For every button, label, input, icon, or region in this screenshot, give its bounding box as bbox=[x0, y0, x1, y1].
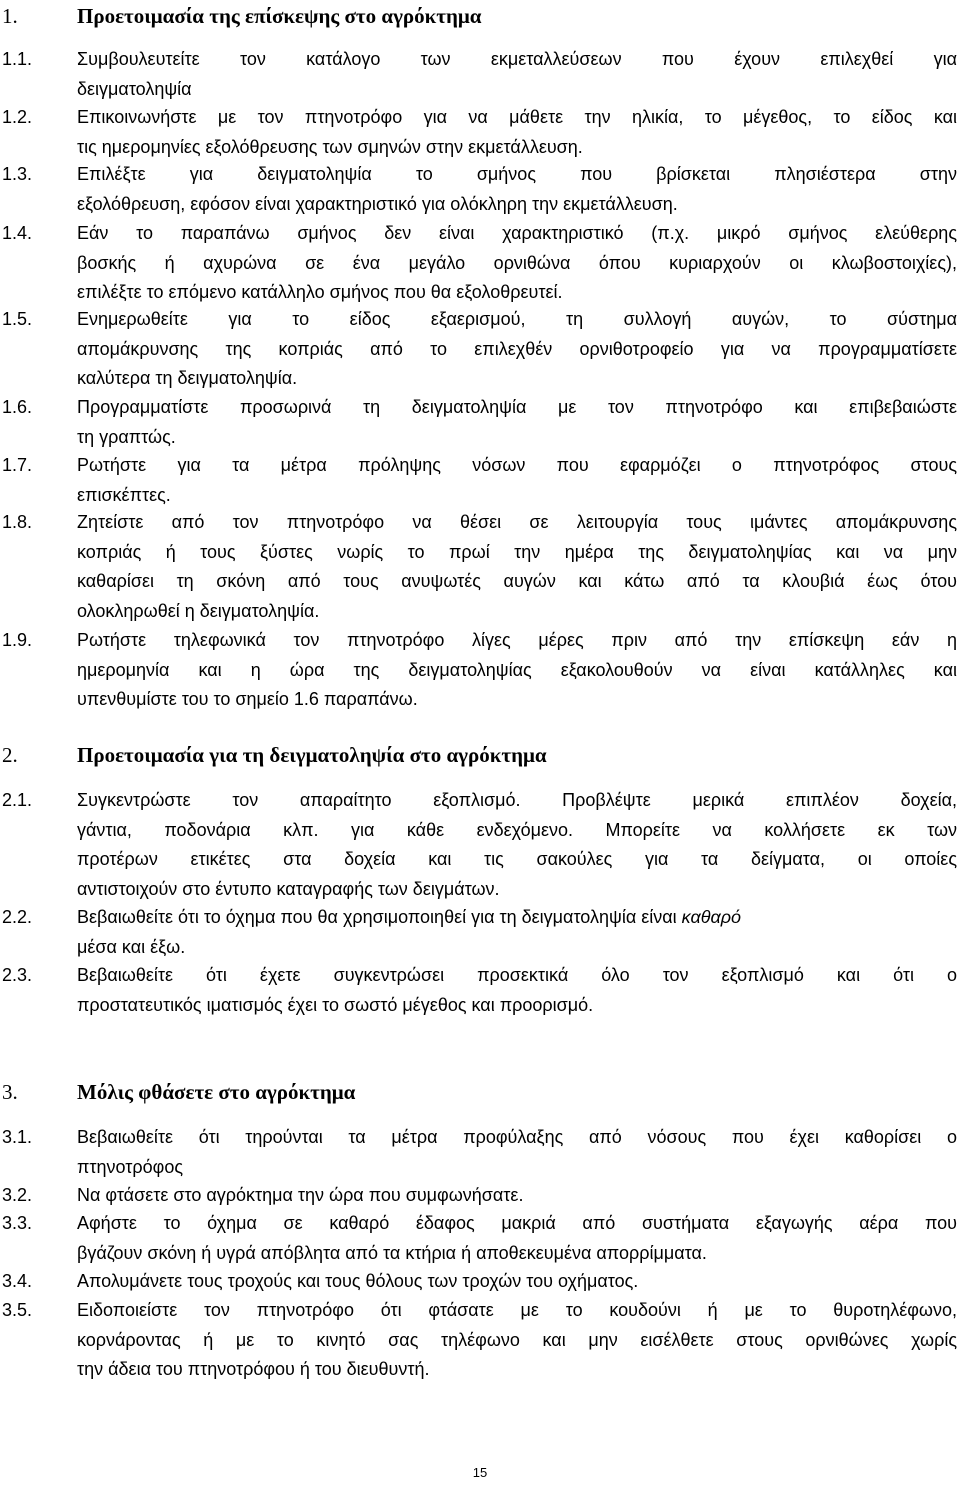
item-text bbox=[77, 219, 957, 308]
item-number: 1.3. bbox=[2, 164, 33, 184]
item-number: 3.2. bbox=[2, 1185, 33, 1205]
text-line: βγάζουν σκόνη ή υγρά απόβλητα από τα κτήρια ή αποθεκευμένα απορρίμματα. bbox=[77, 1242, 707, 1263]
item-text bbox=[77, 305, 957, 394]
text-line: Επιλέξτε για δειγματοληψία το σμήνος που βρίσκεται πλησιέστερα στην bbox=[77, 164, 957, 184]
text-line: Εάν το παραπάνω σμήνος δεν είναι χαρακτηριστικό (π.χ. μικρό σμήνος ελεύθερης bbox=[77, 223, 957, 243]
text-line: Βεβαιωθείτε ότι τηρούνται τα μέτρα προφύλαξης από νόσους που έχει καθορίσει ο bbox=[77, 1127, 957, 1147]
text-line: τις ημερομηνίες εξολόθρευσης των σμηνών στην εκμετάλλευση. bbox=[77, 136, 583, 157]
text-line bbox=[77, 903, 957, 933]
page-number: 15 bbox=[472, 1465, 488, 1480]
emphasis-word: καθαρό bbox=[681, 907, 742, 927]
item-text bbox=[77, 903, 957, 962]
item-number: 3.1. bbox=[2, 1127, 33, 1147]
text-line: ολοκληρωθεί η δειγματοληψία. bbox=[77, 600, 320, 621]
text-line: Ειδοποιείστε τον πτηνοτρόφο ότι φτάσατε με το κουδούνι ή με το θυροτηλέφωνο, bbox=[77, 1300, 957, 1320]
item-number: 1.2. bbox=[2, 107, 33, 127]
section-title: Προετοιμασία της επίσκεψης στο αγρόκτημα bbox=[77, 4, 482, 28]
text-line: μέσα και έξω. bbox=[77, 936, 186, 957]
text-line: επισκέπτες. bbox=[77, 484, 171, 505]
item-text bbox=[77, 103, 957, 162]
item-number: 1.4. bbox=[2, 223, 33, 243]
text-line: ημερομηνία και η ώρα της δειγματοληψίας εξακολουθούν να είναι κατάλληλες και bbox=[77, 659, 957, 680]
text-line: γάντια, ποδονάρια κλπ. για κάθε ενδεχόμενο. Μπορείτε να κολλήσετε εκ των bbox=[77, 819, 957, 840]
section-number: 1. bbox=[2, 4, 18, 28]
item-number: 3.5. bbox=[2, 1300, 33, 1320]
text-line: Ρωτήστε για τα μέτρα πρόληψης νόσων που εφαρμόζει ο πτηνοτρόφος στους bbox=[77, 455, 957, 475]
item-number: 1.7. bbox=[2, 455, 33, 475]
text-line: τη γραπτώς. bbox=[77, 426, 176, 447]
text-line: καθαρίσει τη σκόνη από τους ανυψωτές αυγών και κάτω από τα κλουβιά έως ότου bbox=[77, 571, 957, 591]
text-line: κορνάροντας ή με το κινητό σας τηλέφωνο και μην εισέλθετε στους ορνιθώνες χωρίς bbox=[77, 1329, 957, 1350]
item-text bbox=[77, 1296, 957, 1385]
item-number: 1.6. bbox=[2, 397, 33, 417]
item-text bbox=[77, 160, 957, 219]
text-line: εξολόθρευση, εφόσον είναι χαρακτηριστικό για ολόκληρη την εκμετάλλευση. bbox=[77, 193, 678, 214]
text-line: καλύτερα τη δειγματοληψία. bbox=[77, 368, 298, 388]
text-line: Αφήστε το όχημα σε καθαρό έδαφος μακριά από συστήματα εξαγωγής αέρα που bbox=[77, 1213, 957, 1233]
item-text bbox=[77, 508, 957, 626]
item-number: 3.4. bbox=[2, 1271, 33, 1291]
text-line: απομάκρυνσης της κοπριάς από το επιλεχθέν ορνιθοτροφείο για να προγραμματίσετε bbox=[77, 338, 957, 359]
item-number: 1.9. bbox=[2, 630, 33, 650]
section-number: 2. bbox=[2, 743, 18, 767]
item-text bbox=[77, 393, 957, 452]
text-line: Επικοινωνήστε με τον πτηνοτρόφο για να μάθετε την ηλικία, το μέγεθος, το είδος και bbox=[77, 107, 957, 127]
item-text bbox=[77, 1123, 957, 1182]
text-line: Βεβαιωθείτε ότι έχετε συγκεντρώσει προσεκτικά όλο τον εξοπλισμό και ότι ο bbox=[77, 965, 957, 985]
item-text bbox=[77, 45, 957, 104]
item-number: 2.1. bbox=[2, 790, 33, 810]
text-line: Προγραμματίστε προσωρινά τη δειγματοληψία με τον πτηνοτρόφο και επιβεβαιώστε bbox=[77, 397, 957, 417]
item-number: 1.1. bbox=[2, 49, 33, 69]
text-line: πτηνοτρόφος bbox=[77, 1156, 184, 1177]
text-line: αντιστοιχούν στο έντυπο καταγραφής των δειγμάτων. bbox=[77, 878, 500, 899]
text-segment: Βεβαιωθείτε ότι το όχημα που θα χρησιμοποιηθεί για τη δειγματοληψία είναι bbox=[77, 907, 677, 927]
text-line: δειγματοληψία bbox=[77, 78, 192, 99]
text-line: Συγκεντρώστε τον απαραίτητο εξοπλισμό. Προβλέψτε μερικά επιπλέον δοχεία, bbox=[77, 790, 957, 810]
text-line: Ρωτήστε τηλεφωνικά τον πτηνοτρόφο λίγες μέρες πριν από την επίσκεψη εάν η bbox=[77, 630, 957, 650]
text-line: βοσκής ή αχυρώνα σε ένα μεγάλο ορνιθώνα όπου κυριαρχούν οι κλωβοστοιχίες), bbox=[77, 252, 957, 273]
item-text bbox=[77, 961, 957, 1020]
text-line: προστατευτικός ιματισμός έχει το σωστό μέγεθος και προορισμό. bbox=[77, 994, 594, 1015]
item-text bbox=[77, 1209, 957, 1268]
text-line: την άδεια του πτηνοτρόφου ή του διευθυντή. bbox=[77, 1359, 430, 1379]
text-line: προτέρων ετικέτες στα δοχεία και τις σακούλες για τα δείγματα, οι οποίες bbox=[77, 849, 957, 869]
item-number: 2.2. bbox=[2, 907, 33, 927]
item-text bbox=[77, 1267, 957, 1297]
item-number: 1.8. bbox=[2, 512, 33, 532]
section-number: 3. bbox=[2, 1080, 18, 1104]
section-title: Μόλις φθάσετε στο αγρόκτημα bbox=[77, 1080, 356, 1104]
item-text bbox=[77, 786, 957, 904]
item-text bbox=[77, 1181, 957, 1211]
item-text bbox=[77, 626, 957, 715]
text-line: επιλέξτε το επόμενο κατάλληλο σμήνος που θα εξολοθρευτεί. bbox=[77, 282, 563, 302]
item-number: 2.3. bbox=[2, 965, 33, 985]
section-title: Προετοιμασία για τη δειγματοληψία στο αγρόκτημα bbox=[77, 743, 547, 767]
item-text bbox=[77, 451, 957, 510]
text-line: Ενημερωθείτε για το είδος εξαερισμού, τη συλλογή αυγών, το σύστημα bbox=[77, 309, 957, 329]
item-number: 1.5. bbox=[2, 309, 33, 329]
text-line: υπενθυμίστε του το σημείο 1.6 παραπάνω. bbox=[77, 689, 418, 709]
item-number: 3.3. bbox=[2, 1213, 33, 1233]
text-line: Να φτάσετε στο αγρόκτημα την ώρα που συμφωνήσατε. bbox=[77, 1185, 524, 1205]
text-line: κοπριάς ή τους ξύστες νωρίς το πρωί την ημέρα της δειγματοληψίας και να μην bbox=[77, 541, 957, 562]
text-line: Ζητείστε από τον πτηνοτρόφο να θέσει σε λειτουργία τους ιμάντες απομάκρυνσης bbox=[77, 512, 957, 532]
text-line: Συμβουλευτείτε τον κατάλογο των εκμεταλλεύσεων που έχουν επιλεχθεί για bbox=[77, 49, 957, 69]
text-line: Απολυμάνετε τους τροχούς και τους θόλους των τροχών του οχήματος. bbox=[77, 1271, 639, 1291]
